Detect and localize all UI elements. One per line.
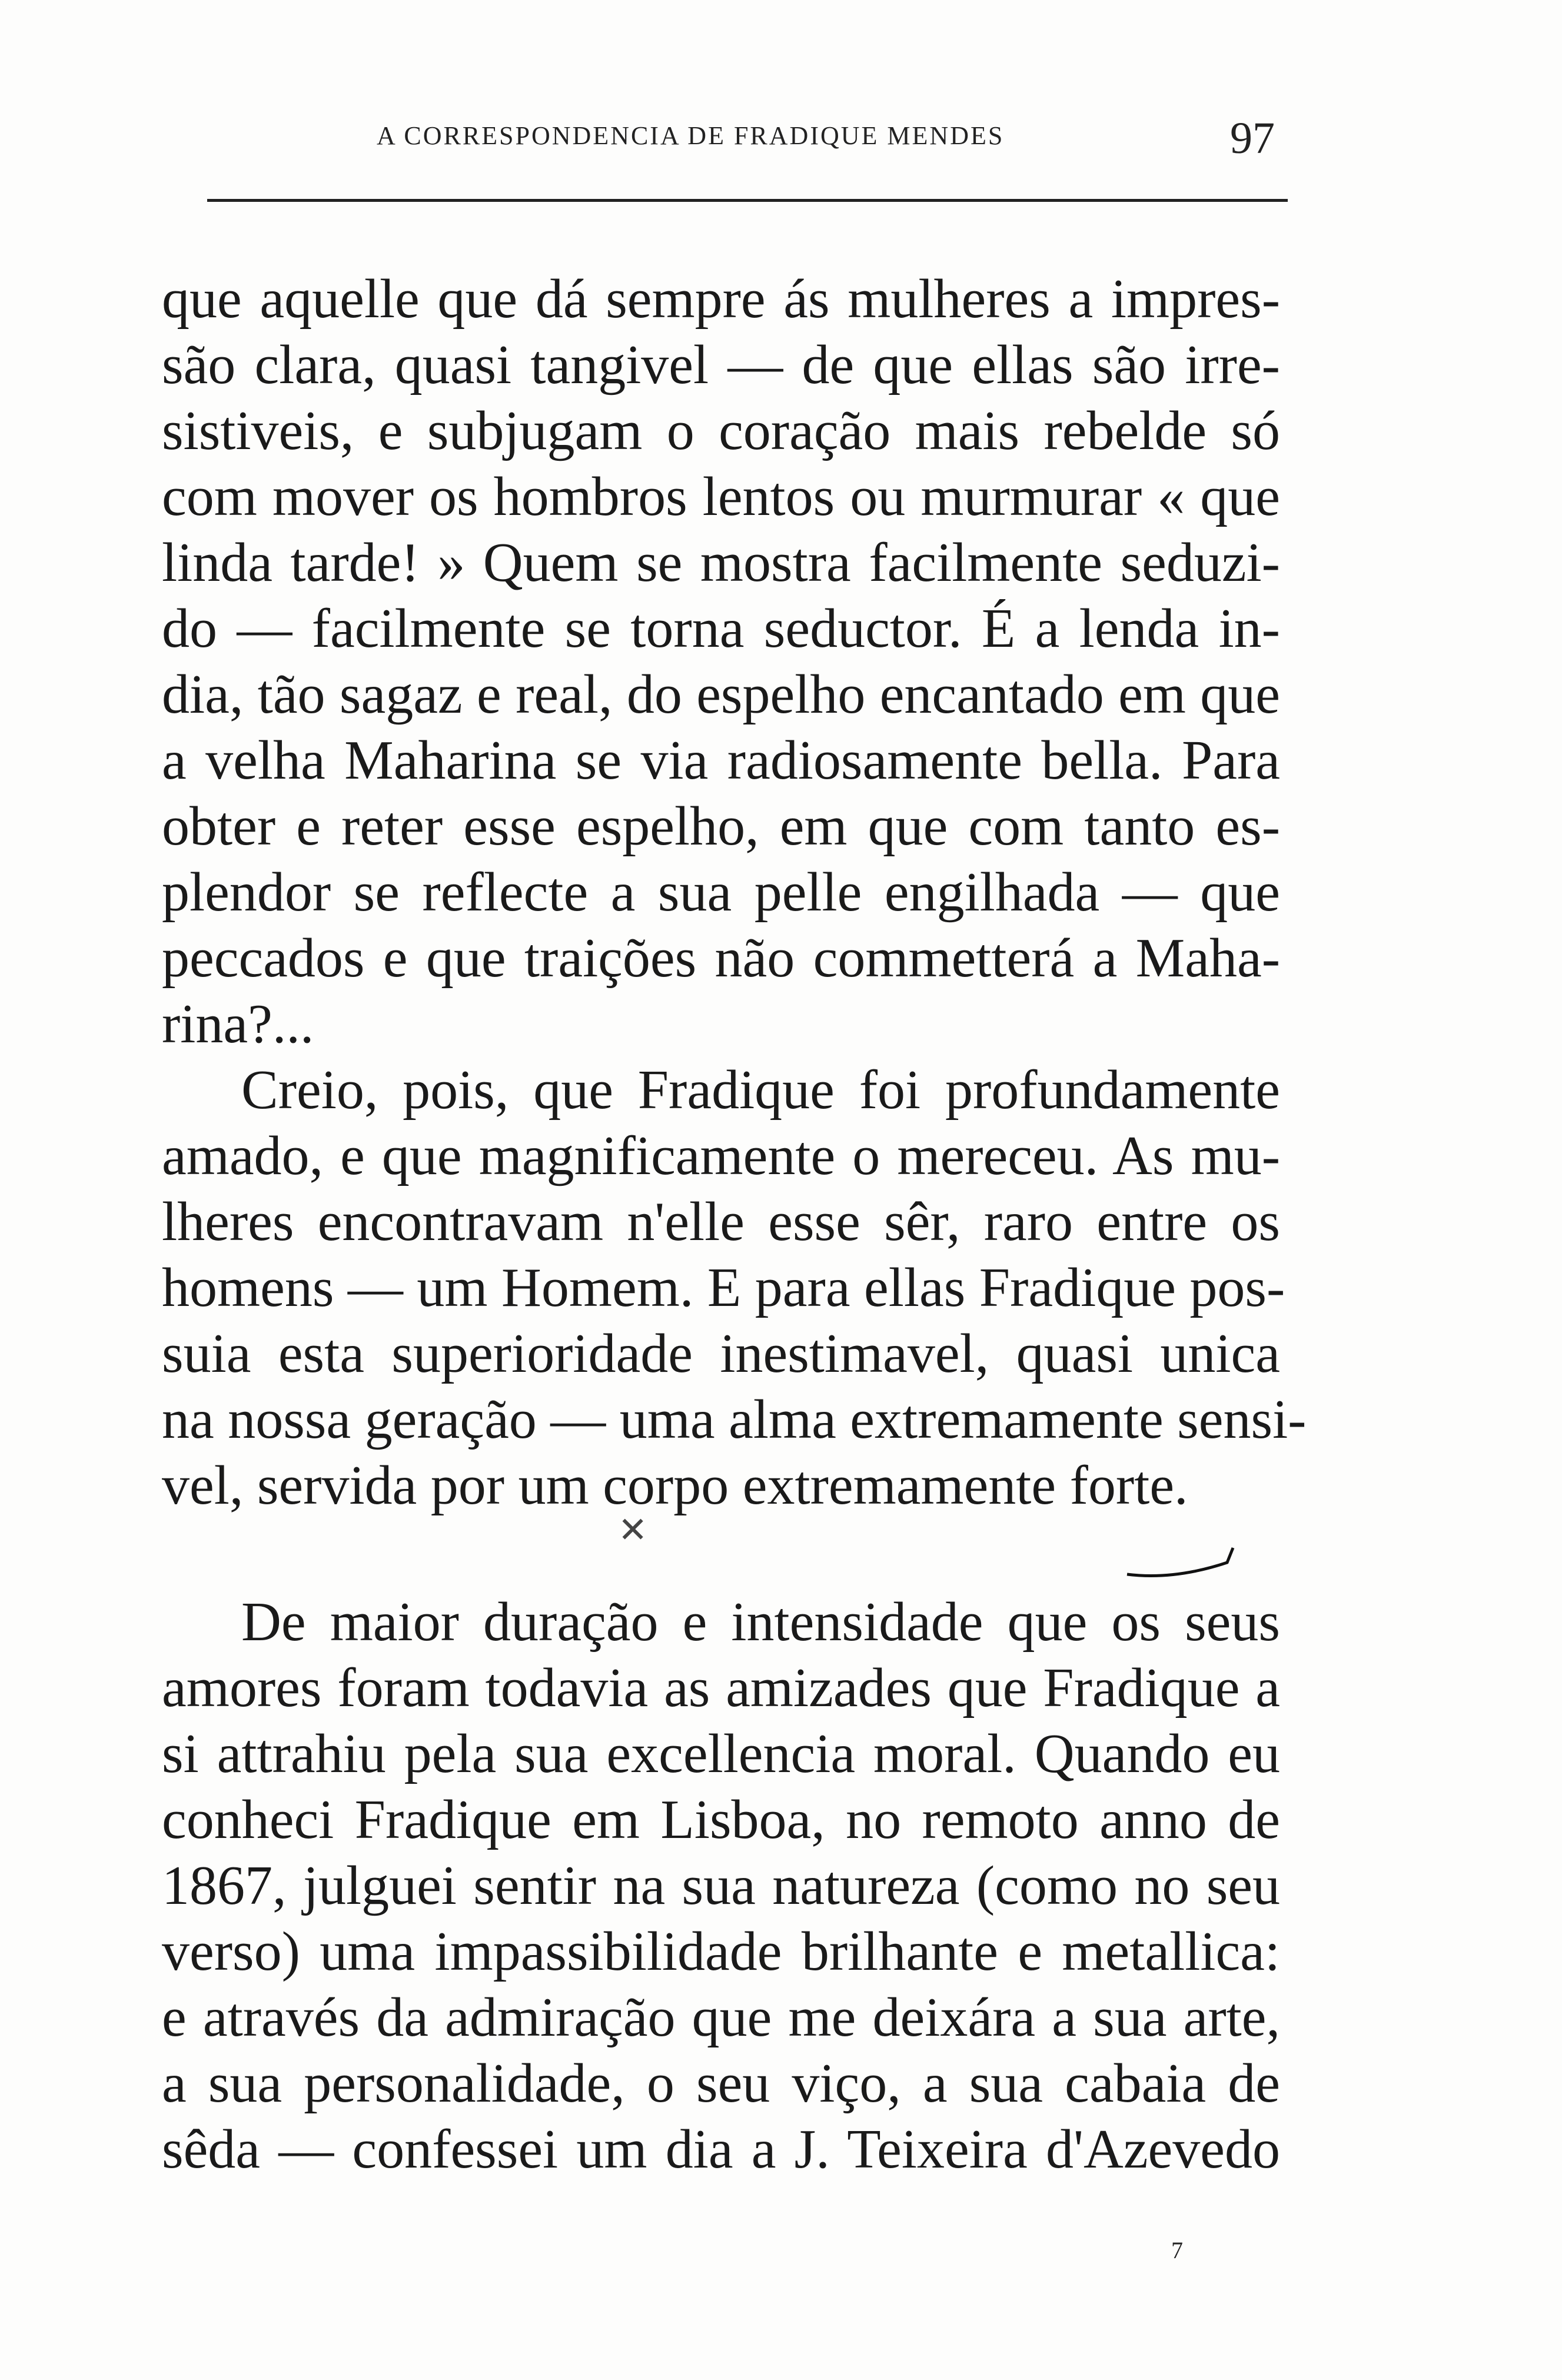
text-line: obter e reter esse espelho, em que com tanto es- xyxy=(162,796,1280,857)
text-line: que aquelle que dá sempre ás mulheres a impres- xyxy=(162,268,1280,330)
section-break-ornament xyxy=(162,1460,1280,1601)
paragraph-3 xyxy=(162,1589,1280,2182)
text-line: lheres encontravam n'elle esse sêr, raro entre os xyxy=(162,1191,1280,1252)
text-line: na nossa geração — uma alma extremamente sensi- xyxy=(162,1389,1307,1450)
text-line: e através da admiração que me deixára a sua arte, xyxy=(162,1987,1280,2048)
text-line: conheci Fradique em Lisboa, no remoto anno de xyxy=(162,1789,1280,1850)
text-line: a sua personalidade, o seu viço, a sua cabaia de xyxy=(162,2053,1280,2114)
text-line: rina?... xyxy=(162,993,314,1055)
text-line: De maior duração e intensidade que os seus xyxy=(241,1591,1280,1653)
text-line: sistiveis, e subjugam o coração mais rebelde só xyxy=(162,400,1280,461)
text-line: dia, tão sagaz e real, do espelho encantado em que xyxy=(162,664,1280,725)
text-line: suia esta superioridade inestimavel, quasi unica xyxy=(162,1323,1280,1384)
signature-mark: 7 xyxy=(1171,2237,1183,2263)
page-number: 97 xyxy=(1230,114,1275,163)
text-line: verso) uma impassibilidade brilhante e metallica: xyxy=(162,1921,1280,1982)
section-mark-glyph: ✕ xyxy=(618,1511,648,1550)
handwritten-stroke xyxy=(1127,1548,1233,1576)
paragraph-1 xyxy=(162,266,1307,1518)
text-line: si attrahiu pela sua excellencia moral. Quando eu xyxy=(162,1723,1280,1784)
text-line: são clara, quasi tangivel — de que ellas são irre- xyxy=(162,334,1280,395)
text-line: Creio, pois, que Fradique foi profundamente xyxy=(241,1059,1280,1121)
text-line: amado, e que magnificamente o mereceu. As mu- xyxy=(162,1125,1280,1186)
text-line: plendor se reflecte a sua pelle engilhada — que xyxy=(162,862,1280,923)
section-break xyxy=(162,1460,1280,1601)
text-line: com mover os hombros lentos ou murmurar « que xyxy=(162,466,1280,527)
text-line: do — facilmente se torna seductor. É a lenda in- xyxy=(162,598,1280,659)
text-line: vel, servida por um corpo extremamente forte. xyxy=(162,1455,1188,1516)
running-head: A CORRESPONDENCIA DE FRADIQUE MENDES xyxy=(377,121,1005,150)
text-line: peccados e que traições não commetterá a Maha- xyxy=(162,928,1280,989)
header-rule xyxy=(207,199,1288,202)
text-line: a velha Maharina se via radiosamente bella. Para xyxy=(162,730,1280,791)
text-line: linda tarde! » Quem se mostra facilmente seduzi- xyxy=(162,532,1280,593)
text-line: amores foram todavia as amizades que Fradique a xyxy=(162,1657,1280,1718)
text-line: 1867, julguei sentir na sua natureza (como no seu xyxy=(162,1855,1280,1916)
text-line: homens — um Homem. E para ellas Fradique pos- xyxy=(162,1257,1285,1318)
text-line: sêda — confessei um dia a J. Teixeira d'Azevedo xyxy=(162,2119,1280,2180)
